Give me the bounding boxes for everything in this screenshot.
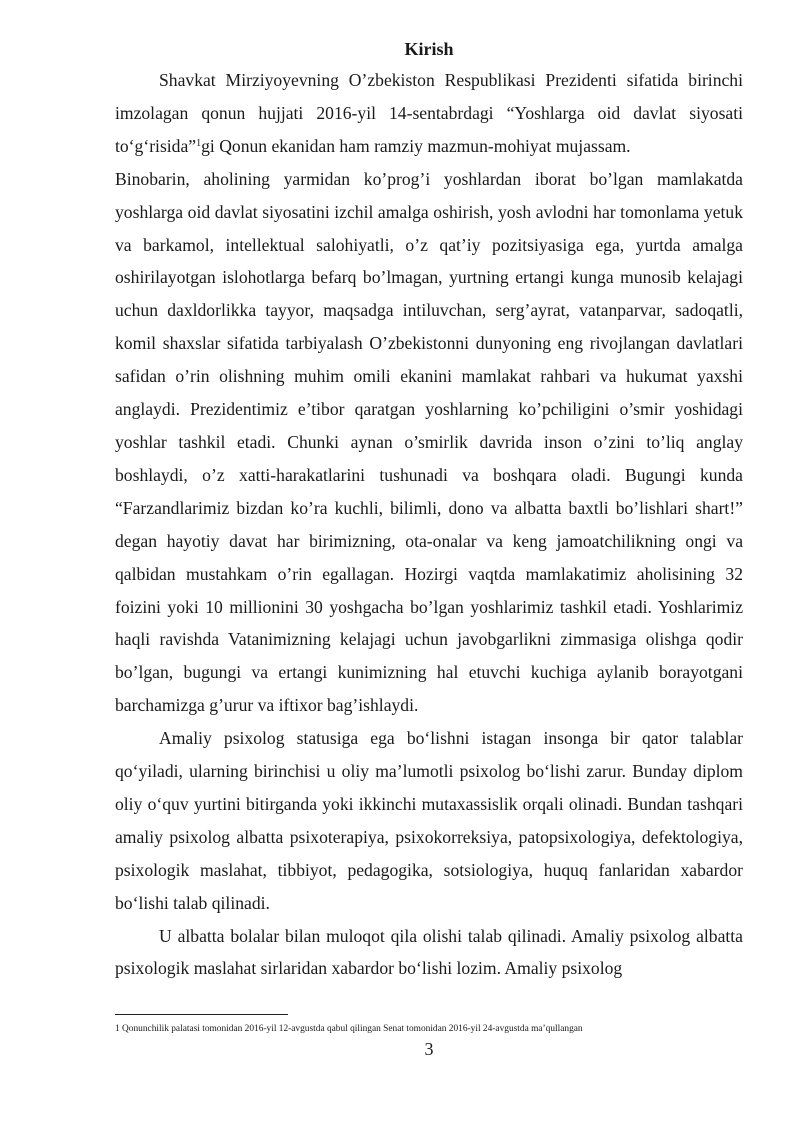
- paragraph-1-text-continued: gi Qonun ekanidan ham ramziy mazmun-mohiyat mujassam.: [201, 135, 631, 156]
- paragraph-4: U albatta bolalar bilan muloqot qila olishi talab qilinadi. Amaliy psixolog albatta psixologik maslahat sirlaridan xabardor bo‘lishi lozim. Amaliy psixolog: [115, 925, 743, 979]
- footnote-reference: 1: [196, 137, 202, 149]
- footnote: 1 Qonunchilik palatasi tomonidan 2016-yil 12-avgustda qabul qilingan Senat tomonidan 2016-yil 24-avgustda ma’qullangan: [115, 1024, 583, 1034]
- page-title: Kirish: [404, 39, 454, 59]
- footnote-divider: [115, 1014, 288, 1015]
- page-number: 3: [424, 1039, 434, 1059]
- body-text: [115, 64, 743, 985]
- paragraph-3: Amaliy psixolog statusiga ega bo‘lishni istagan insonga bir qator talablar qo‘yiladi, ularning birinchisi u oliy ma’lumotli psixolog bo‘lishi zarur. Bunday diplom oliy o‘quv yurtini bitirganda yoki ikkinchi mutaxassislik orqali olinadi. Bundan tashqari amaliy psixolog albatta psixoterapiya, psixokorreksiya, patopsixologiya, defektologiya, psixologik maslahat, tibbiyot, pedagogika, sotsiologiya, huquq fanlaridan xabardor bo‘lishi talab qilinadi.: [115, 728, 743, 913]
- paragraph-1-text: Shavkat Mirziyoyevning O’zbekiston Respublikasi Prezidenti sifatida birinchi imzolagan qonun hujjati 2016-yil 14-sentabrdagi “Yoshlarga oid davlat siyosati to‘g‘risida”: [115, 70, 743, 156]
- paragraph-1: [115, 64, 743, 163]
- paragraph-2: Binobarin, aholining yarmidan ko’prog’i yoshlardan iborat bo’lgan mamlakatda yoshlarga oid davlat siyosatini izchil amalga oshirish, yosh avlodni har tomonlama yetuk va barkamol, intellektual salohiyatli, o’z qat’iy pozitsiyasiga ega, yurtda amalga oshirilayotgan islohotlarga befarq bo’lmagan, yurtning ertangi kunga munosib kelajagi uchun daxldorlikka tayyor, maqsadga intiluvchan, serg’ayrat, vatanparvar, sadoqatli, komil shaxslar sifatida tarbiyalash O’zbekistonni dunyoning eng rivojlangan davlatlari safidan o’rin olishning muhim omili ekanini mamlakat rahbari va hukumat yaxshi anglaydi. Prezidentimiz e’tibor qaratgan yoshlarning ko’pchiligini o’smir yoshidagi yoshlar tashkil etadi. Chunki aynan o’smirlik davrida inson o’zini to’liq anglay boshlaydi, o’z xatti-harakatlarini tushunadi va boshqara oladi. Bugungi kunda “Farzandlarimiz bizdan ko’ra kuchli, bilimli, dono va albatta baxtli bo’lishlari shart!” degan hayotiy davat har birimizning, ota-onalar va keng jamoatchilikning ongi va qalbidan mustahkam o’rin egallagan. Hozirgi vaqtda mamlakatimiz aholisining 32 foizini yoki 10 millionini 30 yoshgacha bo’lgan yoshlarimiz tashkil etadi. Yoshlarimiz haqli ravishda Vatanimizning kelajagi uchun javobgarlikni zimmasiga olishga qodir bo’lgan, bugungi va ertangi kunimizning hal etuvchi kuchiga aylanib borayotgani barchamizga g’urur va iftixor bag’ishlaydi.: [115, 168, 743, 716]
